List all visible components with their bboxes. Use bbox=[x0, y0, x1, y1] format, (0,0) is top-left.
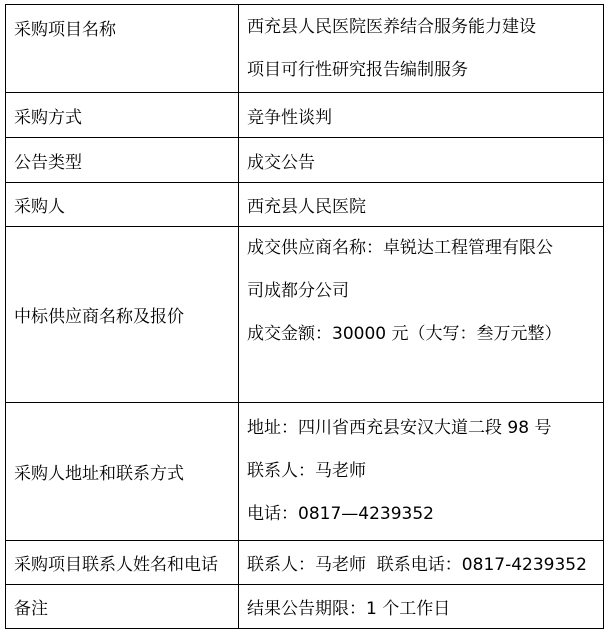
row-label: 中标供应商名称及报价 bbox=[6, 227, 239, 403]
row-value: 结果公告期限：1 个工作日 bbox=[239, 585, 604, 629]
row-value: 成交公告 bbox=[239, 138, 604, 183]
table-row bbox=[6, 541, 604, 585]
table-row bbox=[6, 138, 604, 183]
row-label: 采购人地址和联系方式 bbox=[6, 403, 239, 541]
value-line: 成交金额：30000 元（大写：叁万元整） bbox=[247, 324, 562, 344]
row-label: 备注 bbox=[6, 585, 239, 629]
procurement-result-table bbox=[5, 4, 604, 629]
value-line: 司成都分公司 bbox=[247, 281, 349, 301]
value-line: 电话：0817—4239352 bbox=[247, 504, 434, 524]
row-value bbox=[239, 227, 604, 403]
value-line: 联系人：马老师 bbox=[247, 461, 366, 481]
row-label: 采购项目名称 bbox=[6, 5, 239, 93]
table-row bbox=[6, 5, 604, 93]
row-label: 采购人 bbox=[6, 183, 239, 227]
row-value: 竞争性谈判 bbox=[239, 93, 604, 138]
value-line: 西充县人民医院医养结合服务能力建设 bbox=[247, 16, 536, 37]
value-line: 地址：四川省西充县安汉大道二段 98 号 bbox=[247, 418, 552, 438]
value-line: 成交供应商名称：卓锐达工程管理有限公 bbox=[247, 238, 553, 258]
table-row bbox=[6, 227, 604, 403]
row-value bbox=[239, 403, 604, 541]
table-row bbox=[6, 93, 604, 138]
value-line: 项目可行性研究报告编制服务 bbox=[247, 59, 468, 80]
row-label: 采购方式 bbox=[6, 93, 239, 138]
row-value: 联系人：马老师 联系电话：0817-4239352 bbox=[239, 541, 604, 585]
table-row bbox=[6, 585, 604, 629]
table-row bbox=[6, 403, 604, 541]
row-label: 公告类型 bbox=[6, 138, 239, 183]
row-label: 采购项目联系人姓名和电话 bbox=[6, 541, 239, 585]
row-value: 西充县人民医院 bbox=[239, 183, 604, 227]
row-value bbox=[239, 5, 604, 93]
table-row bbox=[6, 183, 604, 227]
blank-space bbox=[247, 356, 603, 399]
